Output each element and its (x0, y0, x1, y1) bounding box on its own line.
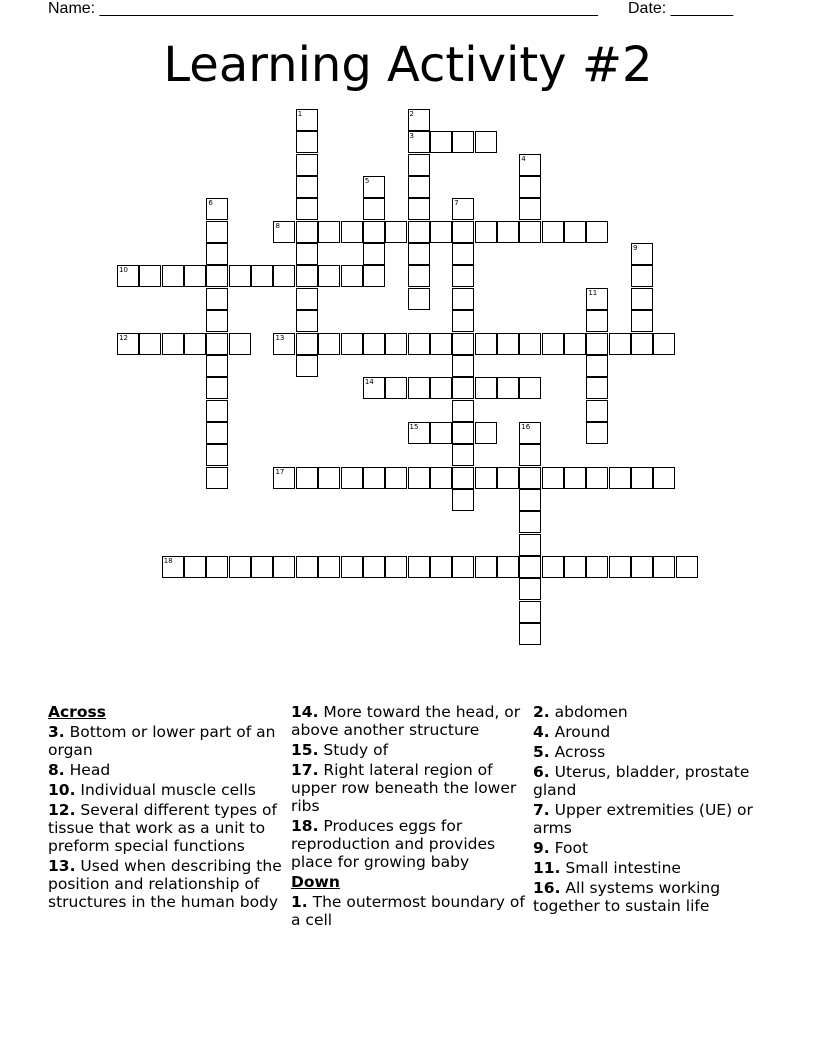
clue-number: 7 (454, 199, 459, 208)
crossword-cell[interactable] (631, 556, 653, 578)
name-field-label: Name: ________________________________________________________ (48, 0, 598, 17)
crossword-cell[interactable] (564, 467, 586, 489)
crossword-cell[interactable] (341, 556, 363, 578)
crossword-cell[interactable] (139, 265, 161, 287)
crossword-cell[interactable] (363, 198, 385, 220)
crossword-cell[interactable] (273, 333, 295, 355)
clue-text: Produces eggs for reproduction and provides place for growing baby (291, 817, 496, 871)
clue-number: 5 (364, 177, 370, 186)
clue-number-label: 17. (291, 761, 319, 779)
crossword-cell[interactable] (296, 310, 318, 332)
crossword-cell[interactable] (542, 333, 564, 355)
clue-number-label: 14. (291, 703, 319, 721)
section-heading: Down (291, 873, 340, 891)
crossword-cell[interactable] (519, 623, 541, 645)
crossword-cell[interactable] (631, 467, 653, 489)
clue-item (533, 879, 763, 915)
crossword-cell[interactable] (296, 154, 318, 176)
crossword-cell[interactable] (408, 377, 430, 399)
crossword-cell[interactable] (139, 333, 161, 355)
clue-text: Individual muscle cells (80, 781, 256, 799)
crossword-cell[interactable] (519, 422, 541, 444)
crossword-cell[interactable] (385, 221, 407, 243)
crossword-cell[interactable] (564, 333, 586, 355)
clue-number-label: 3. (48, 723, 65, 741)
clue-number-label: 13. (48, 857, 76, 875)
clue-item (533, 703, 763, 721)
crossword-cell[interactable] (408, 198, 430, 220)
crossword-cell[interactable] (452, 265, 474, 287)
crossword-cell[interactable] (497, 221, 519, 243)
crossword-cell[interactable] (475, 467, 497, 489)
crossword-cell[interactable] (475, 131, 497, 153)
crossword-cell[interactable] (631, 288, 653, 310)
clues-column-1 (48, 703, 288, 913)
clue-text: Foot (554, 839, 589, 857)
crossword-cell[interactable] (430, 422, 452, 444)
crossword-cell[interactable] (296, 131, 318, 153)
crossword-cell[interactable] (318, 265, 340, 287)
crossword-cell[interactable] (162, 333, 184, 355)
crossword-cell[interactable] (519, 377, 541, 399)
clue-text: The outermost boundary of a cell (291, 893, 525, 929)
crossword-cell[interactable] (363, 221, 385, 243)
crossword-cell[interactable] (251, 556, 273, 578)
crossword-cell[interactable] (206, 288, 228, 310)
crossword-cell[interactable] (452, 377, 474, 399)
clues-column-2 (291, 703, 531, 931)
clue-number: 15 (409, 422, 419, 431)
clue-number-label: 7. (533, 801, 550, 819)
crossword-cell[interactable] (519, 467, 541, 489)
crossword-cell[interactable] (430, 556, 452, 578)
crossword-cell[interactable] (609, 556, 631, 578)
crossword-cell[interactable] (519, 534, 541, 556)
crossword-cell[interactable] (475, 422, 497, 444)
clue-item (533, 859, 763, 877)
crossword-cell[interactable] (318, 333, 340, 355)
clue-text: Upper extremities (UE) or arms (533, 801, 753, 837)
crossword-cell[interactable] (251, 265, 273, 287)
clue-item (291, 741, 531, 759)
clue-number-label: 2. (533, 703, 550, 721)
crossword-cell[interactable] (229, 333, 251, 355)
clue-text: Uterus, bladder, prostate gland (533, 763, 750, 799)
clue-item (48, 723, 288, 759)
clue-number: 6 (208, 199, 213, 208)
crossword-cell[interactable] (341, 467, 363, 489)
clue-number-label: 6. (533, 763, 550, 781)
crossword-cell[interactable] (653, 556, 675, 578)
crossword-cell[interactable] (296, 221, 318, 243)
crossword-cell[interactable] (452, 288, 474, 310)
crossword-cell[interactable] (475, 221, 497, 243)
clue-number: 2 (409, 110, 415, 118)
crossword-cell[interactable] (296, 176, 318, 198)
crossword-cell[interactable] (385, 556, 407, 578)
crossword-cell[interactable] (408, 333, 430, 355)
clue-item (533, 839, 763, 857)
crossword-cell[interactable] (430, 333, 452, 355)
crossword-cell[interactable] (117, 333, 139, 355)
crossword-cell[interactable] (318, 467, 340, 489)
clue-number-label: 11. (533, 859, 561, 877)
crossword-cell[interactable] (408, 556, 430, 578)
crossword-cell[interactable] (296, 198, 318, 220)
crossword-cell[interactable] (452, 333, 474, 355)
crossword-cell[interactable] (676, 556, 698, 578)
crossword-cell[interactable] (408, 243, 430, 265)
crossword-cell[interactable] (497, 556, 519, 578)
crossword-cell[interactable] (452, 221, 474, 243)
crossword-cell[interactable] (452, 243, 474, 265)
crossword-cell[interactable] (385, 333, 407, 355)
clue-number: 17 (275, 467, 285, 476)
crossword-cell[interactable] (542, 221, 564, 243)
crossword-cell[interactable] (408, 467, 430, 489)
crossword-cell[interactable] (586, 556, 608, 578)
clue-text: Study of (323, 741, 389, 759)
clue-number-label: 10. (48, 781, 76, 799)
crossword-cell[interactable] (609, 333, 631, 355)
clue-number-label: 9. (533, 839, 550, 857)
crossword-cell[interactable] (497, 333, 519, 355)
crossword-cell[interactable] (586, 333, 608, 355)
crossword-cell[interactable] (273, 467, 295, 489)
clue-number: 13 (275, 333, 285, 342)
crossword-cell[interactable] (206, 310, 228, 332)
clue-item (48, 801, 288, 855)
clue-item (533, 743, 763, 761)
crossword-cell[interactable] (206, 377, 228, 399)
crossword-cell[interactable] (430, 131, 452, 153)
crossword-cell[interactable] (542, 556, 564, 578)
clue-item (48, 781, 288, 799)
crossword-cell[interactable] (564, 221, 586, 243)
crossword-cell[interactable] (519, 556, 541, 578)
crossword-cell[interactable] (408, 131, 430, 153)
clue-item (291, 761, 531, 815)
crossword-cell[interactable] (452, 467, 474, 489)
clue-item (291, 817, 531, 871)
crossword-cell[interactable] (631, 265, 653, 287)
crossword-cell[interactable] (452, 422, 474, 444)
crossword-cell[interactable] (273, 221, 295, 243)
crossword-cell[interactable] (475, 556, 497, 578)
crossword-cell[interactable] (586, 377, 608, 399)
crossword-cell[interactable] (385, 377, 407, 399)
crossword-cell[interactable] (430, 377, 452, 399)
crossword-cell[interactable] (408, 265, 430, 287)
crossword-cell[interactable] (206, 556, 228, 578)
clue-number-label: 12. (48, 801, 76, 819)
crossword-cell[interactable] (206, 198, 228, 220)
crossword-cell[interactable] (363, 243, 385, 265)
crossword-cell[interactable] (653, 333, 675, 355)
crossword-cell[interactable] (206, 400, 228, 422)
crossword-cell[interactable] (184, 556, 206, 578)
crossword-cell[interactable] (631, 333, 653, 355)
clue-item (48, 761, 288, 779)
crossword-cell[interactable] (296, 556, 318, 578)
crossword-cell[interactable] (296, 355, 318, 377)
crossword-cell[interactable] (229, 265, 251, 287)
crossword-cell[interactable] (184, 265, 206, 287)
crossword-cell[interactable] (341, 221, 363, 243)
clue-item (533, 723, 763, 741)
clue-text: Head (69, 761, 111, 779)
crossword-cell[interactable] (341, 333, 363, 355)
crossword-cell[interactable] (519, 198, 541, 220)
clue-number: 18 (163, 557, 173, 565)
crossword-cell[interactable] (408, 288, 430, 310)
clue-text: Several different types of tissue that work as a unit to preform special functions (48, 801, 277, 855)
crossword-cell[interactable] (452, 198, 474, 220)
clue-number-label: 16. (533, 879, 561, 897)
clue-number: 12 (119, 333, 128, 342)
crossword-cell[interactable] (206, 467, 228, 489)
crossword-cell[interactable] (206, 243, 228, 265)
clue-text: All systems working together to sustain life (533, 879, 721, 915)
crossword-cell[interactable] (363, 377, 385, 399)
crossword-cell[interactable] (631, 243, 653, 265)
clue-number: 1 (297, 110, 303, 118)
crossword-cell[interactable] (542, 467, 564, 489)
crossword-cell[interactable] (408, 154, 430, 176)
clue-number: 3 (409, 132, 415, 141)
crossword-cell[interactable] (318, 221, 340, 243)
crossword-cell[interactable] (408, 176, 430, 198)
crossword-cell[interactable] (206, 444, 228, 466)
crossword-cell[interactable] (296, 243, 318, 265)
clues-column-3 (533, 703, 763, 917)
crossword-cell[interactable] (609, 467, 631, 489)
crossword-cell[interactable] (408, 422, 430, 444)
section-heading: Across (48, 703, 106, 721)
clue-number: 8 (275, 221, 280, 230)
clue-number: 10 (119, 266, 128, 275)
clue-number: 9 (633, 244, 638, 253)
crossword-cell[interactable] (184, 333, 206, 355)
crossword-cell[interactable] (430, 221, 452, 243)
crossword-cell[interactable] (452, 355, 474, 377)
clue-text: More toward the head, or above another structure (291, 703, 521, 739)
crossword-cell[interactable] (452, 556, 474, 578)
crossword-cell[interactable] (363, 556, 385, 578)
crossword-cell[interactable] (631, 310, 653, 332)
crossword-cell[interactable] (519, 444, 541, 466)
crossword-cell[interactable] (519, 333, 541, 355)
crossword-cell[interactable] (586, 467, 608, 489)
clue-number-label: 18. (291, 817, 319, 835)
clue-item (291, 703, 531, 739)
crossword-cell[interactable] (296, 333, 318, 355)
clue-number-label: 1. (291, 893, 308, 911)
crossword-cell[interactable] (586, 310, 608, 332)
page-title: Learning Activity #2 (163, 37, 653, 93)
crossword-cell[interactable] (162, 556, 184, 578)
clue-text: Used when describing the position and relationship of structures in the human body (48, 857, 282, 911)
clue-item (533, 801, 763, 837)
crossword-cell[interactable] (206, 355, 228, 377)
clue-number-label: 8. (48, 761, 65, 779)
clue-item (291, 893, 531, 929)
clue-text: Around (554, 723, 611, 741)
crossword-cell[interactable] (586, 288, 608, 310)
crossword-cell[interactable] (519, 601, 541, 623)
clue-number: 16 (521, 422, 531, 431)
clue-text: Across (554, 743, 606, 761)
crossword-cell[interactable] (653, 467, 675, 489)
crossword-cell[interactable] (117, 265, 139, 287)
crossword-cell[interactable] (519, 489, 541, 511)
crossword-cell[interactable] (296, 265, 318, 287)
crossword-cell[interactable] (363, 176, 385, 198)
crossword-cell[interactable] (519, 176, 541, 198)
crossword-cell[interactable] (206, 221, 228, 243)
crossword-cell[interactable] (363, 333, 385, 355)
clue-text: abdomen (554, 703, 628, 721)
crossword-cell[interactable] (206, 333, 228, 355)
crossword-cell[interactable] (497, 377, 519, 399)
crossword-cell[interactable] (408, 221, 430, 243)
crossword-cell[interactable] (452, 131, 474, 153)
clue-number-label: 15. (291, 741, 319, 759)
clue-text: Right lateral region of upper row beneath the lower ribs (291, 761, 517, 815)
crossword-cell[interactable] (586, 422, 608, 444)
crossword-cell[interactable] (408, 109, 430, 131)
crossword-cell[interactable] (452, 400, 474, 422)
crossword-cell[interactable] (430, 467, 452, 489)
crossword-cell[interactable] (452, 489, 474, 511)
clue-number-label: 5. (533, 743, 550, 761)
clue-number: 14 (364, 378, 374, 387)
crossword-cell[interactable] (519, 511, 541, 533)
clue-item (533, 763, 763, 799)
crossword-cell[interactable] (452, 444, 474, 466)
crossword-cell[interactable] (363, 467, 385, 489)
crossword-cell[interactable] (296, 288, 318, 310)
crossword-cell[interactable] (296, 467, 318, 489)
crossword-cell[interactable] (229, 556, 251, 578)
clue-text: Small intestine (565, 859, 681, 877)
crossword-cell[interactable] (475, 377, 497, 399)
crossword-cell[interactable] (273, 265, 295, 287)
crossword-cell[interactable] (385, 467, 407, 489)
crossword-cell[interactable] (586, 400, 608, 422)
crossword-cell[interactable] (497, 467, 519, 489)
clue-number: 4 (521, 154, 526, 163)
clue-number: 11 (588, 288, 598, 297)
crossword-cell[interactable] (341, 265, 363, 287)
crossword-cell[interactable] (318, 556, 340, 578)
crossword-cell[interactable] (519, 154, 541, 176)
crossword-cell[interactable] (206, 265, 228, 287)
crossword-cell[interactable] (296, 109, 318, 131)
date-field-label: Date: _______ (628, 0, 733, 17)
clue-item (48, 857, 288, 911)
crossword-cell[interactable] (273, 556, 295, 578)
crossword-cell[interactable] (206, 422, 228, 444)
crossword-cell[interactable] (519, 578, 541, 600)
crossword-cell[interactable] (162, 265, 184, 287)
crossword-cell[interactable] (452, 310, 474, 332)
crossword-cell[interactable] (586, 221, 608, 243)
clue-text: Bottom or lower part of an organ (48, 723, 276, 759)
clue-number-label: 4. (533, 723, 550, 741)
crossword-cell[interactable] (586, 355, 608, 377)
crossword-cell[interactable] (519, 221, 541, 243)
crossword-cell[interactable] (363, 265, 385, 287)
crossword-cell[interactable] (475, 333, 497, 355)
crossword-cell[interactable] (564, 556, 586, 578)
